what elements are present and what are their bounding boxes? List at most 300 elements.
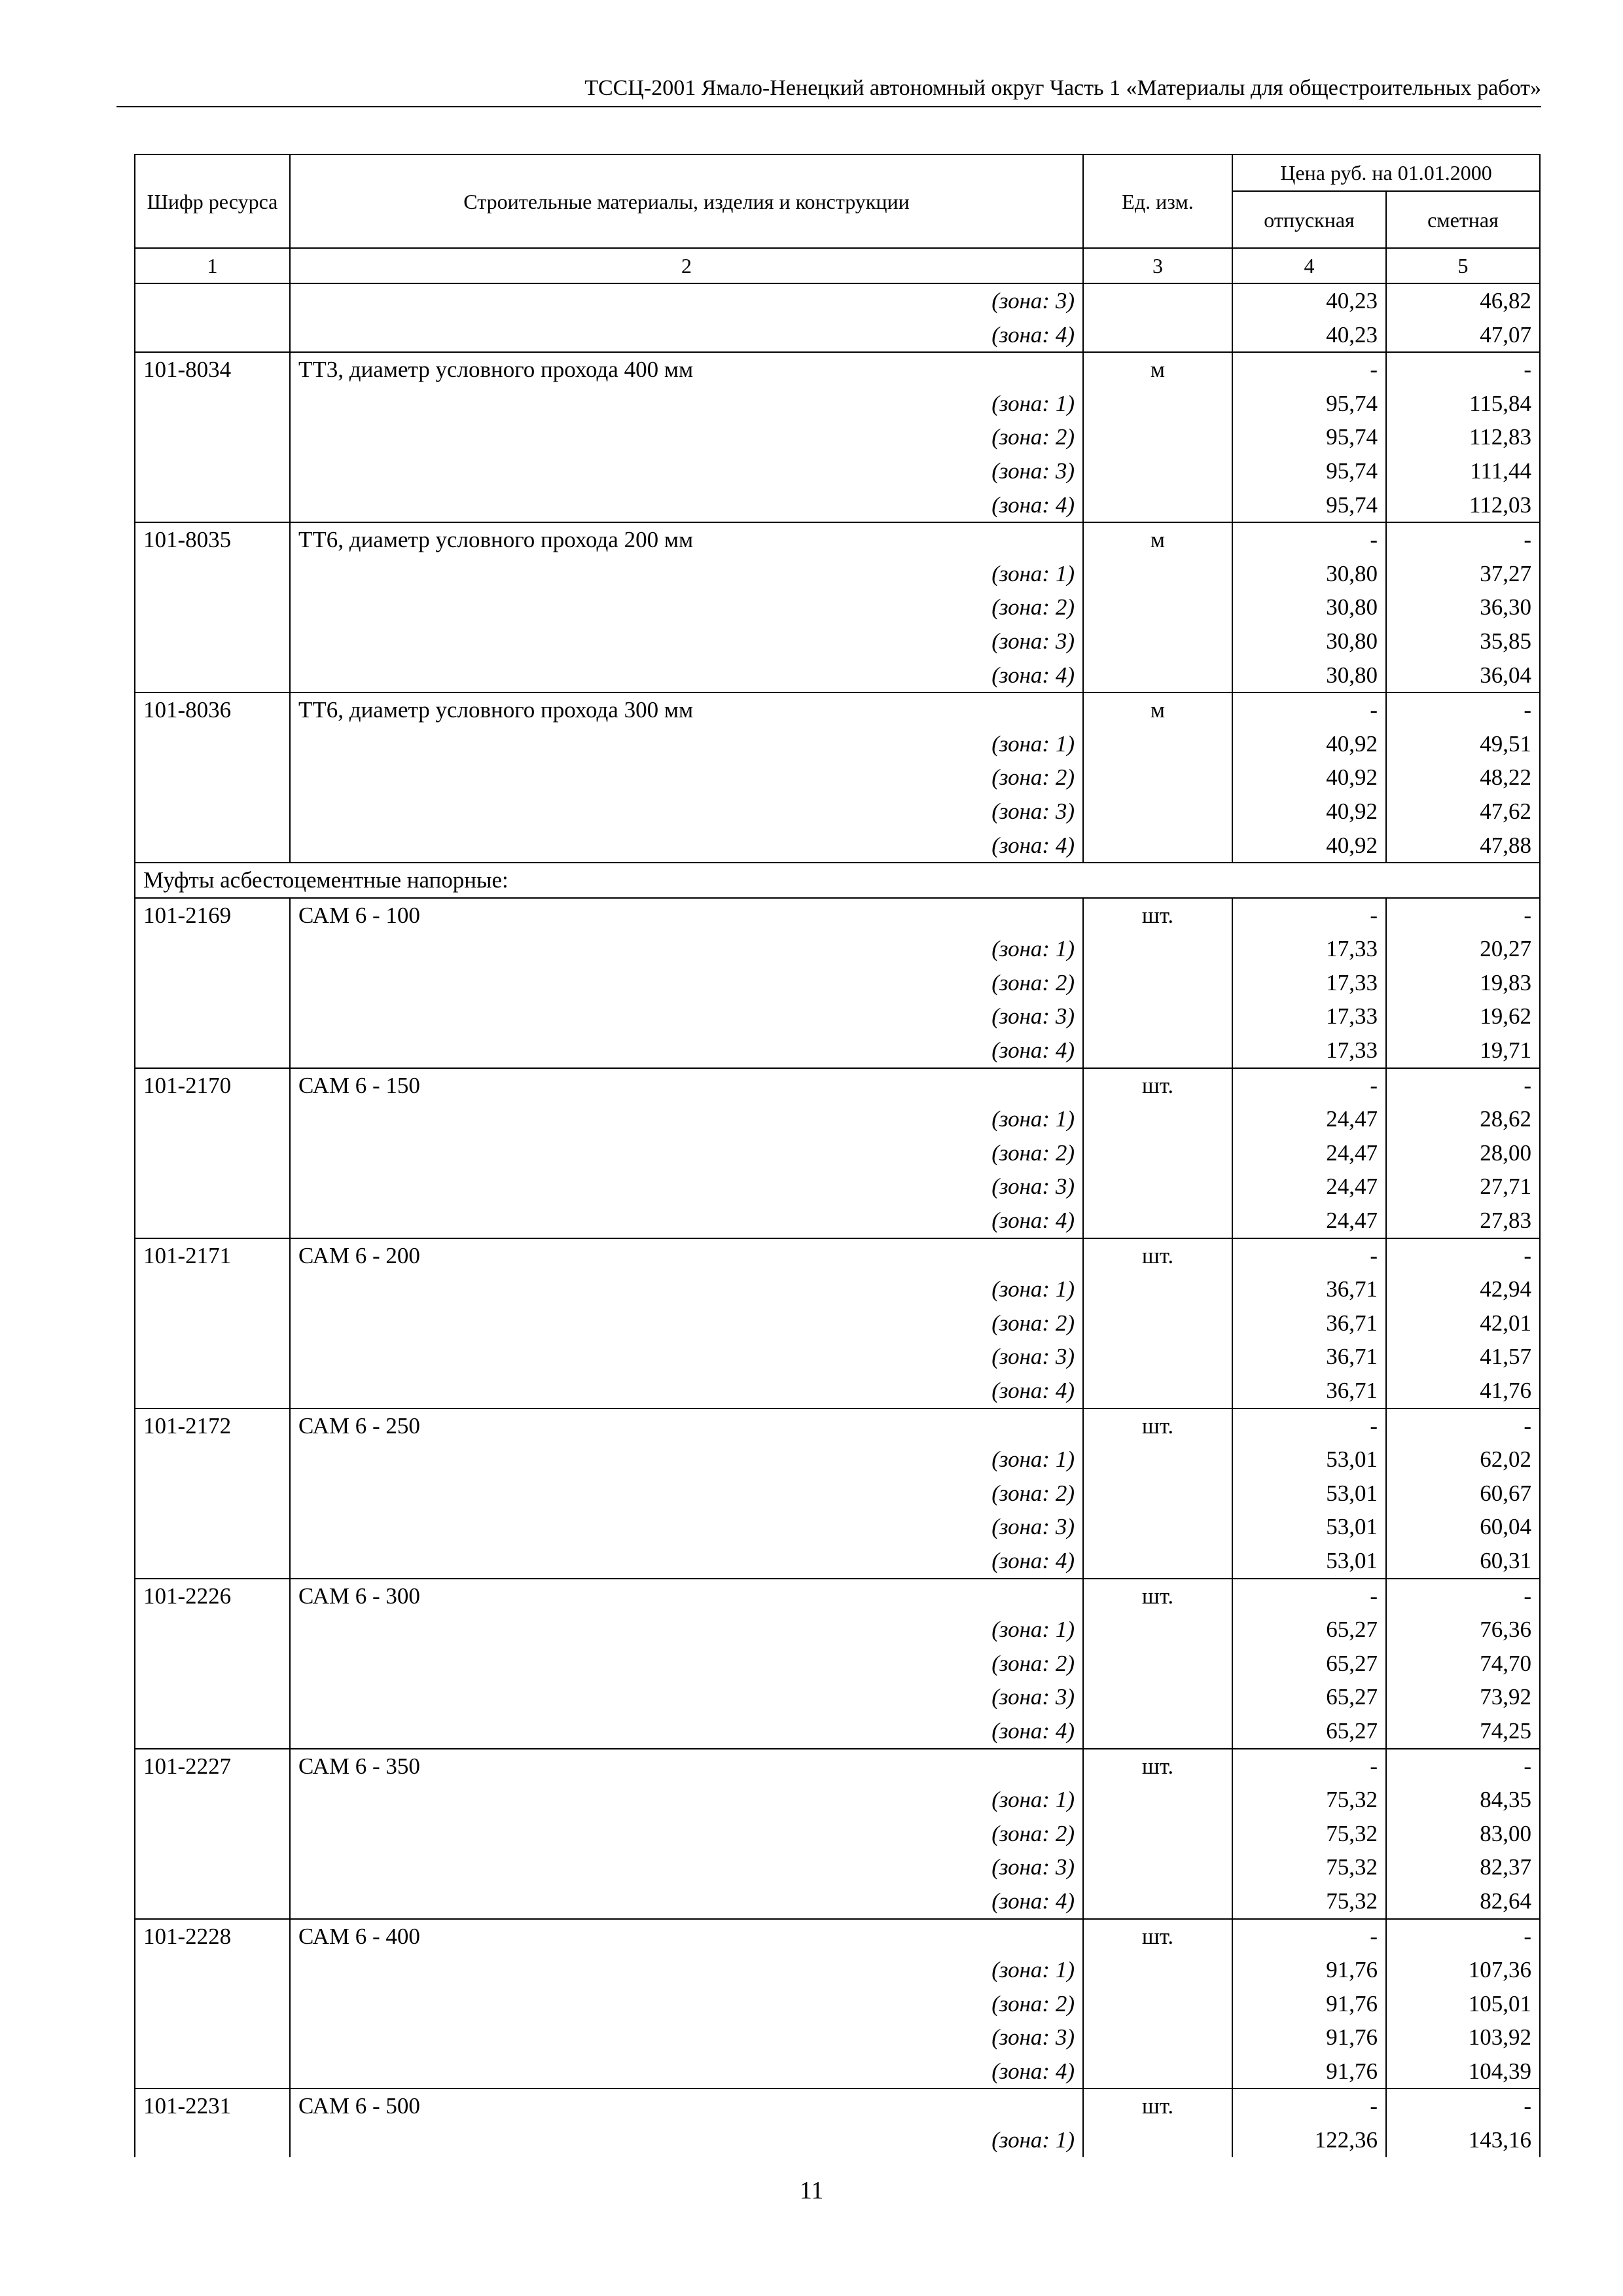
item-row [135,352,1540,387]
zone-label: (зона: 4) [290,1544,1083,1579]
release-price-cell: 75,32 [1232,1817,1386,1851]
empty-code-cell [135,420,290,454]
column-number: 1 [135,248,290,283]
empty-unit-cell [1083,1613,1232,1647]
release-price-cell: - [1232,1919,1386,1954]
zone-row [135,2054,1540,2089]
zone-label: (зона: 3) [290,795,1083,829]
resource-code: 101-2171 [135,1238,290,1273]
column-number: 4 [1232,248,1386,283]
column-number: 5 [1386,248,1540,283]
material-name: САМ 6 - 200 [290,1238,1083,1273]
release-price-cell: 17,33 [1232,966,1386,1000]
empty-unit-cell [1083,420,1232,454]
empty-code-cell [135,1680,290,1714]
item-row [135,1238,1540,1273]
estimate-price-cell: 19,62 [1386,999,1540,1033]
estimate-price-cell: 19,83 [1386,966,1540,1000]
zone-row [135,1544,1540,1579]
zone-row [135,1714,1540,1749]
zone-label: (зона: 1) [290,1613,1083,1647]
estimate-price-cell: - [1386,2089,1540,2123]
zone-label: (зона: 3) [290,2020,1083,2054]
empty-unit-cell [1083,387,1232,421]
zone-row [135,1443,1540,1477]
zone-label: (зона: 4) [290,1033,1083,1068]
empty-code-cell [135,1374,290,1408]
empty-code-cell [135,318,290,353]
empty-code-cell [135,1817,290,1851]
release-price-cell: 91,76 [1232,1987,1386,2021]
zone-row [135,761,1540,795]
empty-code-cell [135,1510,290,1544]
zone-label: (зона: 1) [290,1102,1083,1136]
release-price-cell: 30,80 [1232,590,1386,624]
zone-label: (зона: 3) [290,283,1083,318]
empty-unit-cell [1083,283,1232,318]
release-price-cell: 75,32 [1232,1884,1386,1919]
release-price-cell: 75,32 [1232,1850,1386,1884]
release-price-cell: 65,27 [1232,1680,1386,1714]
estimate-price-cell: - [1386,1238,1540,1273]
estimate-price-cell: 41,76 [1386,1374,1540,1408]
zone-label: (зона: 4) [290,1884,1083,1919]
zone-row [135,1272,1540,1306]
empty-unit-cell [1083,1272,1232,1306]
unit-cell: шт. [1083,1408,1232,1443]
estimate-price-cell: 143,16 [1386,2123,1540,2157]
empty-unit-cell [1083,1374,1232,1408]
item-row [135,898,1540,933]
empty-code-cell [135,1306,290,1340]
zone-row [135,1647,1540,1681]
resource-code: 101-2231 [135,2089,290,2123]
item-row [135,522,1540,557]
release-price-cell: 53,01 [1232,1510,1386,1544]
release-price-cell: - [1232,692,1386,727]
release-price-cell: 91,76 [1232,2054,1386,2089]
release-price-cell: - [1232,1579,1386,1613]
estimate-price-cell: 49,51 [1386,727,1540,761]
empty-unit-cell [1083,1783,1232,1817]
empty-code-cell [135,1477,290,1511]
empty-unit-cell [1083,2054,1232,2089]
release-price-cell: 24,47 [1232,1204,1386,1238]
zone-label: (зона: 1) [290,1783,1083,1817]
empty-code-cell [135,795,290,829]
empty-unit-cell [1083,1647,1232,1681]
header-unit: Ед. изм. [1083,154,1232,248]
estimate-price-cell: 19,71 [1386,1033,1540,1068]
material-name: САМ 6 - 100 [290,898,1083,933]
zone-label: (зона: 4) [290,318,1083,353]
empty-unit-cell [1083,727,1232,761]
estimate-price-cell: 28,00 [1386,1136,1540,1170]
estimate-price-cell: 28,62 [1386,1102,1540,1136]
empty-unit-cell [1083,318,1232,353]
zone-row [135,557,1540,591]
page-number: 11 [799,2177,824,2204]
estimate-price-cell: 107,36 [1386,1953,1540,1987]
zone-row [135,624,1540,658]
material-name: ТТ6, диаметр условного прохода 200 мм [290,522,1083,557]
release-price-cell: - [1232,2089,1386,2123]
resource-code: 101-2169 [135,898,290,933]
material-name: САМ 6 - 500 [290,2089,1083,2123]
estimate-price-cell: - [1386,522,1540,557]
estimate-price-cell: - [1386,1579,1540,1613]
zone-label: (зона: 4) [290,488,1083,523]
release-price-cell: 17,33 [1232,1033,1386,1068]
estimate-price-cell: 60,31 [1386,1544,1540,1579]
zone-row [135,999,1540,1033]
item-row [135,1749,1540,1784]
item-row [135,2089,1540,2123]
zone-label: (зона: 1) [290,557,1083,591]
empty-code-cell [135,1204,290,1238]
empty-unit-cell [1083,1953,1232,1987]
release-price-cell: 40,92 [1232,761,1386,795]
empty-unit-cell [1083,557,1232,591]
zone-label: (зона: 2) [290,1817,1083,1851]
empty-code-cell [135,488,290,523]
empty-code-cell [135,1033,290,1068]
empty-code-cell [135,283,290,318]
empty-code-cell [135,557,290,591]
material-name: ТТ3, диаметр условного прохода 400 мм [290,352,1083,387]
empty-unit-cell [1083,829,1232,863]
empty-unit-cell [1083,1102,1232,1136]
zone-label: (зона: 1) [290,2123,1083,2157]
empty-unit-cell [1083,624,1232,658]
zone-row [135,932,1540,966]
empty-code-cell [135,932,290,966]
zone-row [135,454,1540,488]
estimate-price-cell: 41,57 [1386,1340,1540,1374]
header-release-price: отпускная [1232,191,1386,248]
zone-row [135,1680,1540,1714]
estimate-price-cell: 76,36 [1386,1613,1540,1647]
header-name: Строительные материалы, изделия и конструкции [290,154,1083,248]
zone-row [135,2123,1540,2157]
release-price-cell: 17,33 [1232,932,1386,966]
empty-code-cell [135,1272,290,1306]
release-price-cell: 36,71 [1232,1306,1386,1340]
empty-code-cell [135,1102,290,1136]
zone-row [135,795,1540,829]
zone-row [135,283,1540,318]
unit-cell: м [1083,352,1232,387]
release-price-cell: 36,71 [1232,1374,1386,1408]
material-name: САМ 6 - 300 [290,1579,1083,1613]
resource-code: 101-2226 [135,1579,290,1613]
release-price-cell: 24,47 [1232,1136,1386,1170]
zone-label: (зона: 2) [290,761,1083,795]
zone-row [135,1613,1540,1647]
table-body [135,283,1540,2157]
zone-label: (зона: 2) [290,1136,1083,1170]
release-price-cell: 122,36 [1232,2123,1386,2157]
release-price-cell: 36,71 [1232,1340,1386,1374]
zone-row [135,1884,1540,1919]
empty-unit-cell [1083,1306,1232,1340]
column-number: 2 [290,248,1083,283]
zone-row [135,658,1540,693]
estimate-price-cell: 83,00 [1386,1817,1540,1851]
zone-label: (зона: 3) [290,1510,1083,1544]
release-price-cell: 65,27 [1232,1647,1386,1681]
empty-code-cell [135,1850,290,1884]
zone-label: (зона: 3) [290,1850,1083,1884]
zone-label: (зона: 2) [290,1647,1083,1681]
unit-cell: м [1083,692,1232,727]
zone-label: (зона: 2) [290,1306,1083,1340]
estimate-price-cell: 20,27 [1386,932,1540,966]
material-name: САМ 6 - 250 [290,1408,1083,1443]
item-row [135,692,1540,727]
zone-row [135,1306,1540,1340]
empty-unit-cell [1083,1884,1232,1919]
empty-unit-cell [1083,1136,1232,1170]
estimate-price-cell: - [1386,1919,1540,1954]
release-price-cell: 36,71 [1232,1272,1386,1306]
empty-code-cell [135,1783,290,1817]
release-price-cell: 53,01 [1232,1443,1386,1477]
material-name: САМ 6 - 150 [290,1068,1083,1103]
release-price-cell: 75,32 [1232,1783,1386,1817]
empty-code-cell [135,2054,290,2089]
empty-code-cell [135,1953,290,1987]
estimate-price-cell: 48,22 [1386,761,1540,795]
estimate-price-cell: 115,84 [1386,387,1540,421]
resource-code: 101-2172 [135,1408,290,1443]
estimate-price-cell: - [1386,1749,1540,1784]
empty-unit-cell [1083,932,1232,966]
group-row [135,863,1540,898]
zone-row [135,1102,1540,1136]
release-price-cell: 95,74 [1232,387,1386,421]
zone-label: (зона: 4) [290,829,1083,863]
empty-unit-cell [1083,590,1232,624]
empty-unit-cell [1083,1850,1232,1884]
empty-unit-cell [1083,1680,1232,1714]
empty-code-cell [135,1136,290,1170]
zone-label: (зона: 1) [290,387,1083,421]
empty-unit-cell [1083,1443,1232,1477]
estimate-price-cell: 60,67 [1386,1477,1540,1511]
empty-code-cell [135,658,290,693]
zone-row [135,1340,1540,1374]
empty-unit-cell [1083,658,1232,693]
empty-code-cell [135,1340,290,1374]
empty-unit-cell [1083,488,1232,523]
estimate-price-cell: 82,64 [1386,1884,1540,1919]
empty-code-cell [135,727,290,761]
release-price-cell: 53,01 [1232,1477,1386,1511]
unit-cell: шт. [1083,1238,1232,1273]
release-price-cell: 95,74 [1232,454,1386,488]
resource-code: 101-2170 [135,1068,290,1103]
release-price-cell: 24,47 [1232,1170,1386,1204]
empty-code-cell [135,1170,290,1204]
zone-label: (зона: 2) [290,966,1083,1000]
empty-unit-cell [1083,1170,1232,1204]
release-price-cell: - [1232,352,1386,387]
empty-unit-cell [1083,1510,1232,1544]
estimate-price-cell: 42,94 [1386,1272,1540,1306]
release-price-cell: 40,92 [1232,829,1386,863]
estimate-price-cell: 103,92 [1386,2020,1540,2054]
zone-row [135,1170,1540,1204]
empty-code-cell [135,454,290,488]
zone-row [135,488,1540,523]
empty-code-cell [135,2123,290,2157]
zone-label: (зона: 1) [290,1443,1083,1477]
item-row [135,1068,1540,1103]
zone-row [135,1136,1540,1170]
zone-row [135,590,1540,624]
release-price-cell: 40,92 [1232,795,1386,829]
empty-unit-cell [1083,1544,1232,1579]
empty-code-cell [135,387,290,421]
release-price-cell: - [1232,1408,1386,1443]
zone-label: (зона: 3) [290,1340,1083,1374]
unit-cell: шт. [1083,1068,1232,1103]
estimate-price-cell: 46,82 [1386,283,1540,318]
estimate-price-cell: 112,03 [1386,488,1540,523]
unit-cell: шт. [1083,898,1232,933]
estimate-price-cell: 36,04 [1386,658,1540,693]
resource-code: 101-8034 [135,352,290,387]
release-price-cell: 40,23 [1232,283,1386,318]
empty-code-cell [135,1613,290,1647]
estimate-price-cell: - [1386,898,1540,933]
zone-row [135,1374,1540,1408]
zone-label: (зона: 1) [290,1272,1083,1306]
estimate-price-cell: - [1386,1408,1540,1443]
empty-unit-cell [1083,1714,1232,1749]
zone-label: (зона: 2) [290,420,1083,454]
zone-label: (зона: 4) [290,1714,1083,1749]
empty-unit-cell [1083,2123,1232,2157]
release-price-cell: 53,01 [1232,1544,1386,1579]
empty-code-cell [135,761,290,795]
zone-row [135,1783,1540,1817]
empty-unit-cell [1083,1204,1232,1238]
empty-code-cell [135,966,290,1000]
item-row [135,1408,1540,1443]
estimate-price-cell: 60,04 [1386,1510,1540,1544]
zone-row [135,1033,1540,1068]
resource-code: 101-2228 [135,1919,290,1954]
zone-label: (зона: 3) [290,454,1083,488]
empty-code-cell [135,1443,290,1477]
empty-code-cell [135,1884,290,1919]
release-price-cell: 91,76 [1232,2020,1386,2054]
unit-cell: шт. [1083,1749,1232,1784]
empty-code-cell [135,999,290,1033]
zone-label: (зона: 2) [290,1987,1083,2021]
table-header [135,154,1540,283]
material-name: САМ 6 - 400 [290,1919,1083,1954]
zone-row [135,966,1540,1000]
unit-cell: м [1083,522,1232,557]
unit-cell: шт. [1083,1579,1232,1613]
estimate-price-cell: 74,70 [1386,1647,1540,1681]
zone-row [135,1850,1540,1884]
empty-unit-cell [1083,795,1232,829]
material-name: САМ 6 - 350 [290,1749,1083,1784]
column-number: 3 [1083,248,1232,283]
estimate-price-cell: 105,01 [1386,1987,1540,2021]
empty-unit-cell [1083,454,1232,488]
empty-unit-cell [1083,1033,1232,1068]
release-price-cell: 40,92 [1232,727,1386,761]
estimate-price-cell: 104,39 [1386,2054,1540,2089]
zone-label: (зона: 4) [290,1204,1083,1238]
zone-label: (зона: 2) [290,1477,1083,1511]
estimate-price-cell: 36,30 [1386,590,1540,624]
empty-unit-cell [1083,2020,1232,2054]
zone-row [135,829,1540,863]
zone-row [135,1204,1540,1238]
estimate-price-cell: 73,92 [1386,1680,1540,1714]
empty-unit-cell [1083,1817,1232,1851]
empty-code-cell [135,1987,290,2021]
empty-code-cell [135,624,290,658]
empty-code-cell [135,590,290,624]
empty-unit-cell [1083,1987,1232,2021]
estimate-price-cell: 112,83 [1386,420,1540,454]
release-price-cell: 40,23 [1232,318,1386,353]
price-table [134,154,1541,2157]
zone-row [135,1953,1540,1987]
zone-row [135,420,1540,454]
release-price-cell: - [1232,522,1386,557]
empty-code-cell [135,1647,290,1681]
release-price-cell: 30,80 [1232,624,1386,658]
header-estimate-price: сметная [1386,191,1540,248]
estimate-price-cell: 27,71 [1386,1170,1540,1204]
zone-label: (зона: 2) [290,590,1083,624]
header-price: Цена руб. на 01.01.2000 [1232,154,1540,191]
release-price-cell: - [1232,1068,1386,1103]
item-row [135,1919,1540,1954]
release-price-cell: 24,47 [1232,1102,1386,1136]
resource-code: 101-8035 [135,522,290,557]
zone-label: (зона: 4) [290,1374,1083,1408]
material-name: ТТ6, диаметр условного прохода 300 мм [290,692,1083,727]
resource-code: 101-8036 [135,692,290,727]
estimate-price-cell: 47,62 [1386,795,1540,829]
running-header: ТССЦ-2001 Ямало-Ненецкий автономный округ Часть 1 «Материалы для общестроительных работ» [116,71,1541,107]
zone-label: (зона: 3) [290,1680,1083,1714]
zone-label: (зона: 1) [290,932,1083,966]
zone-row [135,1510,1540,1544]
zone-row [135,318,1540,353]
estimate-price-cell: 47,07 [1386,318,1540,353]
resource-code: 101-2227 [135,1749,290,1784]
zone-label: (зона: 4) [290,658,1083,693]
estimate-price-cell: 35,85 [1386,624,1540,658]
estimate-price-cell: 27,83 [1386,1204,1540,1238]
zone-label: (зона: 1) [290,727,1083,761]
zone-label: (зона: 1) [290,1953,1083,1987]
estimate-price-cell: - [1386,352,1540,387]
release-price-cell: 95,74 [1232,488,1386,523]
empty-code-cell [135,2020,290,2054]
empty-unit-cell [1083,1340,1232,1374]
